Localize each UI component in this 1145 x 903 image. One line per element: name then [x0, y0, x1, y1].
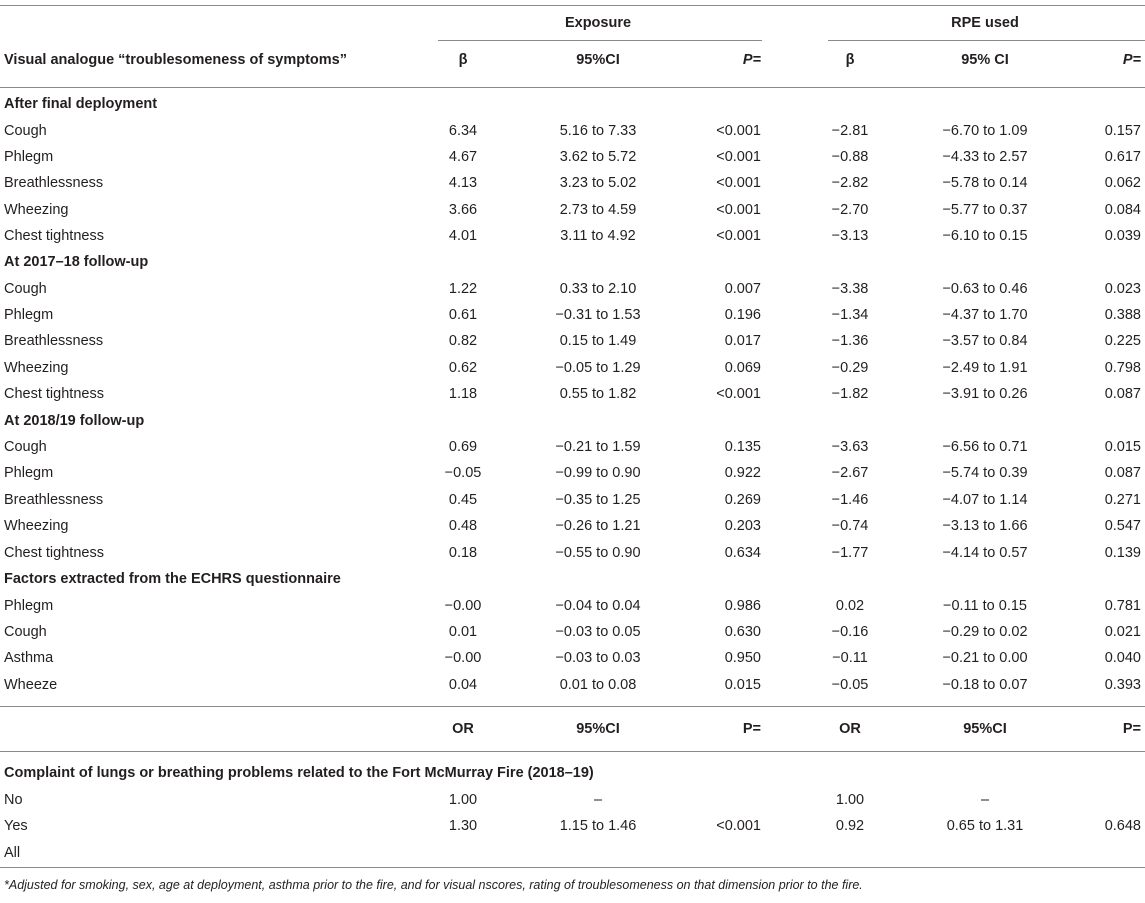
cell-rpe-ci: −2.49 to 1.91: [942, 360, 1028, 376]
cell-exposure-p: <0.001: [716, 149, 761, 165]
table-row: [0, 672, 1145, 698]
cell-exposure-p: <0.001: [716, 175, 761, 191]
section-title: [0, 566, 1145, 592]
cell-exposure-ci: 3.23 to 5.02: [559, 175, 637, 191]
cell-rpe-ci: −6.56 to 0.71: [942, 439, 1028, 455]
table-bottom-rule: [0, 867, 1145, 868]
cell-rpe-beta: −0.29: [831, 360, 869, 376]
cell-exposure-p: 0.630: [724, 624, 761, 640]
cell-exposure-ci: 0.01 to 0.08: [559, 677, 637, 693]
cell-exposure-beta: 0.61: [448, 307, 478, 323]
cell-exposure-p: 0.017: [724, 333, 761, 349]
cell-rpe-p: 0.023: [1104, 281, 1141, 297]
cell-rpe-p: 0.039: [1104, 228, 1141, 244]
col-header-exposure-or-ci: 95%CI: [576, 721, 620, 737]
column-header-row: [0, 47, 1145, 73]
cell-exposure-p: <0.001: [716, 386, 761, 402]
row-label-header: Visual analogue “troublesomeness of symptoms”: [4, 52, 347, 68]
cell-exposure-ci: −0.04 to 0.04: [555, 598, 641, 614]
cell-rpe-p: 0.139: [1104, 545, 1141, 561]
or-header-top-rule: [0, 706, 1145, 707]
cell-exposure-p: <0.001: [716, 123, 761, 139]
cell-exposure-or: 1.30: [448, 818, 478, 834]
cell-exposure-beta: 0.48: [448, 518, 478, 534]
cell-label: No: [4, 792, 23, 808]
cell-label: Wheezing: [4, 360, 69, 376]
or-header-bottom-rule: [0, 751, 1145, 752]
cell-label: Cough: [4, 123, 47, 139]
cell-rpe-ci: −0.18 to 0.07: [942, 677, 1028, 693]
table-row: [0, 487, 1145, 513]
cell-rpe-beta: −0.16: [831, 624, 869, 640]
cell-exposure-beta: 0.82: [448, 333, 478, 349]
cell-label: Yes: [4, 818, 28, 834]
col-header-rpe-ci: 95% CI: [961, 52, 1009, 68]
cell-label: Phlegm: [4, 598, 54, 614]
cell-rpe-ci: −5.77 to 0.37: [942, 202, 1028, 218]
cell-exposure-p: 0.069: [724, 360, 761, 376]
cell-exposure-beta: −0.05: [444, 465, 482, 481]
cell-exposure-ci: –: [593, 792, 603, 808]
cell-rpe-or: 0.92: [835, 818, 865, 834]
cell-rpe-p: 0.393: [1104, 677, 1141, 693]
cell-label: Wheezing: [4, 202, 69, 218]
cell-exposure-ci: −0.99 to 0.90: [555, 465, 641, 481]
cell-exposure-p: 0.269: [724, 492, 761, 508]
section-title: [0, 760, 1145, 786]
cell-label: Breathlessness: [4, 175, 104, 191]
cell-rpe-or: 1.00: [835, 792, 865, 808]
table-row: [0, 645, 1145, 671]
cell-rpe-beta: −1.36: [831, 333, 869, 349]
cell-exposure-ci: −0.03 to 0.05: [555, 624, 641, 640]
cell-exposure-ci: −0.03 to 0.03: [555, 650, 641, 666]
cell-label: Chest tightness: [4, 386, 104, 402]
top-rule: [0, 5, 1145, 6]
cell-exposure-beta: 6.34: [448, 123, 478, 139]
cell-exposure-beta: 3.66: [448, 202, 478, 218]
cell-rpe-p: 0.547: [1104, 518, 1141, 534]
table-row: [0, 840, 1145, 866]
section-title: [0, 249, 1145, 275]
table-row: [0, 540, 1145, 566]
cell-rpe-p: 0.225: [1104, 333, 1141, 349]
cell-rpe-ci: −4.07 to 1.14: [942, 492, 1028, 508]
cell-exposure-ci: 0.33 to 2.10: [559, 281, 637, 297]
cell-exposure-ci: −0.31 to 1.53: [555, 307, 641, 323]
cell-rpe-beta: −2.82: [831, 175, 869, 191]
cell-rpe-beta: −3.13: [831, 228, 869, 244]
table-row: [0, 813, 1145, 839]
cell-rpe-beta: −2.70: [831, 202, 869, 218]
cell-exposure-ci: 3.11 to 4.92: [560, 228, 636, 244]
cell-label: All: [4, 845, 21, 861]
cell-rpe-p: 0.388: [1104, 307, 1141, 323]
cell-rpe-ci: −3.91 to 0.26: [942, 386, 1028, 402]
cell-rpe-ci: −0.29 to 0.02: [942, 624, 1028, 640]
table-row: [0, 381, 1145, 407]
group-header-rpe: RPE used: [951, 15, 1019, 31]
cell-exposure-beta: 0.18: [448, 545, 478, 561]
group-header-exposure: Exposure: [564, 15, 632, 31]
or-header-row: [0, 716, 1145, 742]
table-row: [0, 593, 1145, 619]
cell-rpe-ci: 0.65 to 1.31: [946, 818, 1024, 834]
cell-exposure-p: 0.135: [724, 439, 761, 455]
col-header-rpe-p: P=: [1122, 52, 1141, 68]
cell-rpe-ci: –: [980, 792, 990, 808]
cell-exposure-p: 0.950: [724, 650, 761, 666]
exposure-group-rule: [438, 40, 762, 41]
table-row: [0, 787, 1145, 813]
cell-rpe-p: 0.021: [1104, 624, 1141, 640]
cell-rpe-ci: −0.63 to 0.46: [942, 281, 1028, 297]
table-row: [0, 434, 1145, 460]
cell-rpe-ci: −4.33 to 2.57: [942, 149, 1028, 165]
cell-rpe-ci: −0.11 to 0.15: [943, 598, 1027, 614]
cell-rpe-beta: −3.38: [831, 281, 869, 297]
table-row: [0, 197, 1145, 223]
cell-rpe-ci: −5.78 to 0.14: [942, 175, 1028, 191]
cell-exposure-ci: −0.35 to 1.25: [555, 492, 641, 508]
cell-label: Wheezing: [4, 518, 69, 534]
col-header-exposure-or: OR: [452, 721, 474, 737]
col-header-rpe-or-ci: 95%CI: [963, 721, 1007, 737]
cell-label: Chest tightness: [4, 545, 104, 561]
cell-rpe-p: 0.087: [1104, 465, 1141, 481]
table-row: [0, 355, 1145, 381]
cell-rpe-beta: −2.67: [831, 465, 869, 481]
cell-label: Phlegm: [4, 307, 54, 323]
cell-exposure-beta: 1.18: [448, 386, 478, 402]
cell-rpe-beta: −1.82: [831, 386, 869, 402]
col-header-exposure-ci: 95%CI: [576, 52, 620, 68]
cell-label: Breathlessness: [4, 333, 104, 349]
cell-rpe-p: 0.271: [1104, 492, 1141, 508]
cell-rpe-ci: −3.57 to 0.84: [942, 333, 1028, 349]
cell-rpe-p: 0.084: [1104, 202, 1141, 218]
cell-rpe-p: 0.040: [1104, 650, 1141, 666]
cell-rpe-beta: 0.02: [835, 598, 865, 614]
table-row: [0, 223, 1145, 249]
cell-rpe-ci: −5.74 to 0.39: [942, 465, 1028, 481]
cell-rpe-beta: −1.34: [831, 307, 869, 323]
header-bottom-rule: [0, 87, 1145, 88]
cell-exposure-p: 0.922: [724, 465, 761, 481]
cell-exposure-beta: 0.62: [448, 360, 478, 376]
table-row: [0, 513, 1145, 539]
table-row: [0, 276, 1145, 302]
cell-rpe-beta: −0.88: [831, 149, 869, 165]
cell-exposure-p: 0.007: [724, 281, 761, 297]
cell-exposure-beta: −0.00: [444, 598, 482, 614]
cell-exposure-ci: −0.26 to 1.21: [555, 518, 641, 534]
cell-exposure-p: [688, 787, 761, 813]
cell-exposure-ci: −0.55 to 0.90: [555, 545, 641, 561]
cell-exposure-p: 0.634: [724, 545, 761, 561]
cell-rpe-beta: −3.63: [831, 439, 869, 455]
cell-exposure-p: 0.015: [724, 677, 761, 693]
cell-label: Phlegm: [4, 149, 54, 165]
cell-rpe-beta: −1.77: [831, 545, 869, 561]
cell-rpe-p: 0.617: [1104, 149, 1141, 165]
cell-rpe-beta: −0.74: [831, 518, 869, 534]
cell-exposure-p: <0.001: [716, 228, 761, 244]
section-title-text: Complaint of lungs or breathing problems related to the Fort McMurray Fire (2018–19): [4, 765, 594, 781]
cell-rpe-ci: −4.37 to 1.70: [942, 307, 1028, 323]
cell-exposure-p: 0.203: [724, 518, 761, 534]
cell-exposure-beta: 0.45: [448, 492, 478, 508]
cell-exposure-p: <0.001: [716, 818, 761, 834]
col-header-rpe-beta: β: [845, 52, 855, 68]
cell-exposure-beta: 4.01: [448, 228, 478, 244]
cell-label: Asthma: [4, 650, 54, 666]
section-title: [0, 408, 1145, 434]
col-header-rpe-or: OR: [839, 721, 861, 737]
cell-rpe-p: 0.062: [1104, 175, 1141, 191]
cell-rpe-ci: −6.70 to 1.09: [942, 123, 1028, 139]
cell-exposure-ci: 1.15 to 1.46: [559, 818, 637, 834]
cell-exposure-ci: −0.05 to 1.29: [555, 360, 641, 376]
col-header-exposure-beta: β: [458, 52, 468, 68]
table-row: [0, 328, 1145, 354]
section-title: [0, 91, 1145, 117]
section-title-text: At 2018/19 follow-up: [4, 413, 145, 429]
cell-exposure-beta: 0.04: [448, 677, 478, 693]
cell-rpe-beta: −1.46: [831, 492, 869, 508]
col-header-exposure-p: P=: [742, 52, 761, 68]
cell-rpe-p: 0.798: [1104, 360, 1141, 376]
section-title-text: At 2017–18 follow-up: [4, 254, 149, 270]
cell-rpe-beta: −0.05: [831, 677, 869, 693]
cell-rpe-p: 0.015: [1104, 439, 1141, 455]
cell-exposure-ci: 3.62 to 5.72: [559, 149, 637, 165]
cell-rpe-ci: −4.14 to 0.57: [942, 545, 1028, 561]
cell-rpe-p: 0.087: [1104, 386, 1141, 402]
cell-exposure-beta: −0.00: [444, 650, 482, 666]
col-header-exposure-or-p: P=: [742, 721, 761, 737]
table-row: [0, 619, 1145, 645]
cell-rpe-p: 0.781: [1104, 598, 1141, 614]
col-header-rpe-or-p: P=: [1122, 721, 1141, 737]
cell-label: Chest tightness: [4, 228, 104, 244]
cell-exposure-ci: −0.21 to 1.59: [555, 439, 641, 455]
table-row: [0, 118, 1145, 144]
footnote: *Adjusted for smoking, sex, age at deployment, asthma prior to the fire, and for visual nscores, rating of troublesomeness on that dimension prior to the fire.: [4, 878, 863, 892]
cell-exposure-ci: 5.16 to 7.33: [559, 123, 637, 139]
rpe-group-rule: [828, 40, 1145, 41]
cell-rpe-p: 0.157: [1104, 123, 1141, 139]
cell-label: Cough: [4, 624, 47, 640]
cell-rpe-beta: −0.11: [832, 650, 868, 666]
cell-label: Wheeze: [4, 677, 58, 693]
cell-exposure-p: <0.001: [716, 202, 761, 218]
cell-exposure-beta: 4.67: [448, 149, 478, 165]
section-title-text: After final deployment: [4, 96, 158, 112]
cell-label: Phlegm: [4, 465, 54, 481]
cell-exposure-ci: 0.55 to 1.82: [559, 386, 637, 402]
cell-exposure-ci: 2.73 to 4.59: [559, 202, 637, 218]
cell-rpe-ci: −3.13 to 1.66: [942, 518, 1028, 534]
cell-exposure-p: 0.986: [724, 598, 761, 614]
cell-rpe-ci: −0.21 to 0.00: [942, 650, 1028, 666]
table-row: [0, 302, 1145, 328]
cell-exposure-p: 0.196: [724, 307, 761, 323]
cell-exposure-or: 1.00: [448, 792, 478, 808]
cell-exposure-beta: 4.13: [448, 175, 478, 191]
cell-label: Cough: [4, 439, 47, 455]
section-title-text: Factors extracted from the ECHRS questionnaire: [4, 571, 341, 587]
table-row: [0, 144, 1145, 170]
cell-exposure-beta: 1.22: [448, 281, 478, 297]
table-row: [0, 170, 1145, 196]
group-header-row: [0, 10, 1145, 36]
cell-label: Breathlessness: [4, 492, 104, 508]
cell-rpe-p: [1065, 787, 1141, 813]
cell-rpe-p: 0.648: [1104, 818, 1141, 834]
cell-exposure-beta: 0.69: [448, 439, 478, 455]
cell-rpe-beta: −2.81: [831, 123, 869, 139]
table-row: [0, 460, 1145, 486]
cell-rpe-ci: −6.10 to 0.15: [942, 228, 1028, 244]
cell-exposure-ci: 0.15 to 1.49: [559, 333, 637, 349]
cell-label: Cough: [4, 281, 47, 297]
cell-exposure-beta: 0.01: [448, 624, 478, 640]
